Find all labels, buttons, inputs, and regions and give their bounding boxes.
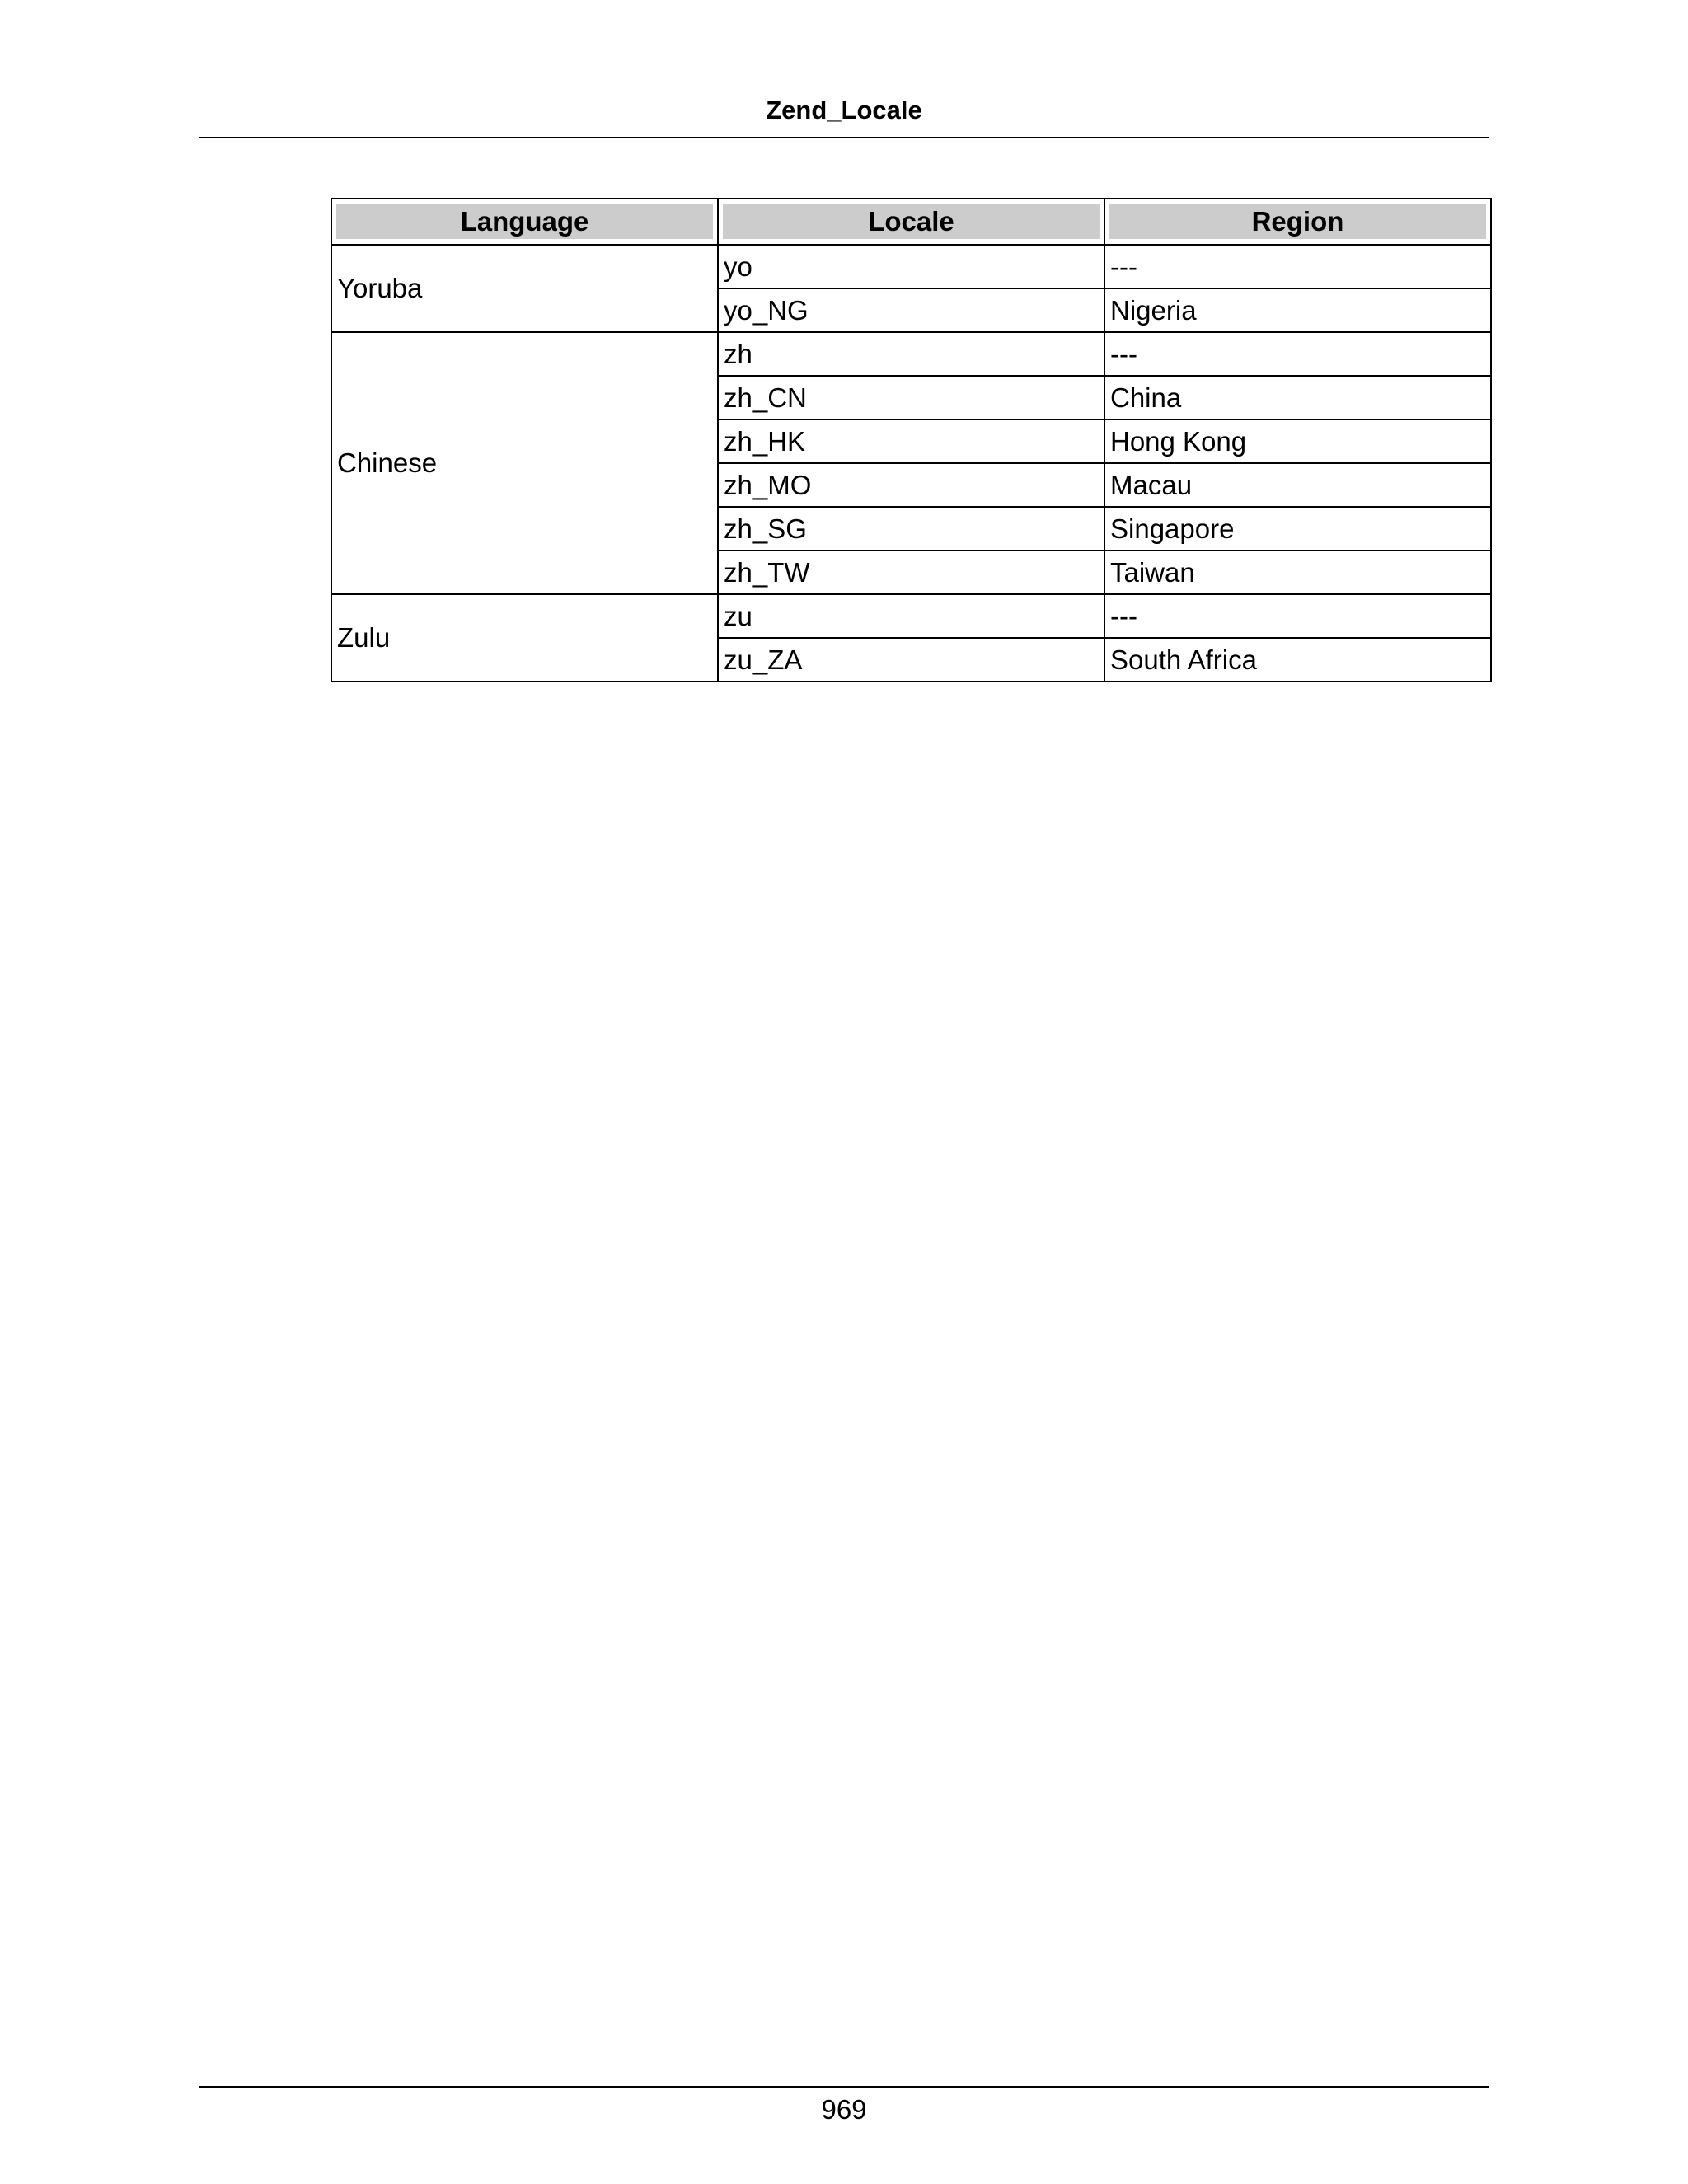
- language-cell: Zulu: [331, 594, 718, 682]
- table-row: [331, 245, 1491, 288]
- footer-divider: [199, 2086, 1489, 2088]
- locale-cell: zh_CN: [718, 376, 1104, 419]
- locale-table: [331, 198, 1492, 682]
- region-cell: Nigeria: [1104, 288, 1491, 332]
- header-divider: [199, 137, 1489, 138]
- locale-cell: yo: [718, 245, 1104, 288]
- region-cell: Singapore: [1104, 507, 1491, 551]
- region-cell: Hong Kong: [1104, 419, 1491, 463]
- locale-cell: zu_ZA: [718, 638, 1104, 682]
- region-cell: Macau: [1104, 463, 1491, 507]
- locale-cell: zh_HK: [718, 419, 1104, 463]
- region-cell: Taiwan: [1104, 551, 1491, 594]
- language-cell: Yoruba: [331, 245, 718, 332]
- region-cell: China: [1104, 376, 1491, 419]
- language-cell: Chinese: [331, 332, 718, 594]
- locale-cell: zu: [718, 594, 1104, 638]
- column-header-region: Region: [1104, 199, 1491, 245]
- locale-cell: zh_SG: [718, 507, 1104, 551]
- region-cell: South Africa: [1104, 638, 1491, 682]
- locale-cell: zh: [718, 332, 1104, 376]
- table-header-row: [331, 199, 1491, 245]
- column-header-locale: Locale: [718, 199, 1104, 245]
- column-header-language: Language: [331, 199, 718, 245]
- table-row: [331, 332, 1491, 376]
- table-row: [331, 594, 1491, 638]
- region-cell: ---: [1104, 245, 1491, 288]
- region-cell: ---: [1104, 332, 1491, 376]
- region-cell: ---: [1104, 594, 1491, 638]
- locale-cell: zh_TW: [718, 551, 1104, 594]
- page-number: 969: [821, 2094, 867, 2125]
- page-header-title: Zend_Locale: [766, 96, 922, 124]
- locale-cell: zh_MO: [718, 463, 1104, 507]
- locale-cell: yo_NG: [718, 288, 1104, 332]
